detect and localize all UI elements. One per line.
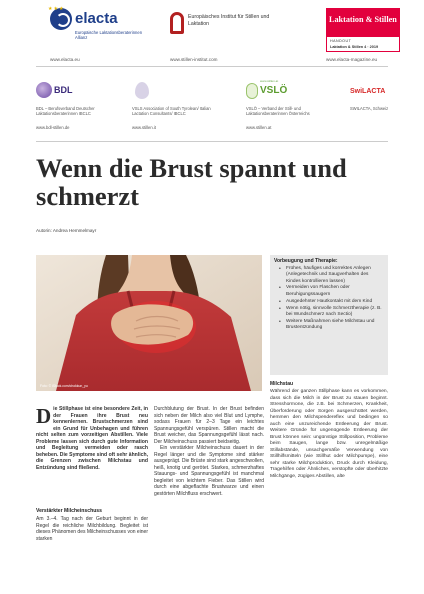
swilacta-description: SWILACTA, Schweiz xyxy=(350,106,389,111)
column1-text: Am 3.–4. Tag nach der Geburt beginnt in der Regel die reichliche Milchbildung. Begleitet ist dieses Phänomen des Milcheinschusses von einer starken xyxy=(36,516,149,542)
prevention-box xyxy=(270,255,388,375)
issue-label: Laktation & Stillen 4 · 2019 xyxy=(330,45,379,49)
magazine-title: Laktation & Stillen xyxy=(329,15,397,24)
section-heading-milcheinschuss: Verstärkter Milcheinschuss xyxy=(36,508,102,514)
intro-text: ie Stillphase ist eine besondere Zeit, in der Frauen ihre Brust neu kennenlernen. Brustschmerzen sind ein Grund für Unbehagen und führen nicht selten zum vorzeitigen Abstillen. Viele Probleme lassen sich durch gute Information und Begleitung vermeiden oder rasch beheben. Die Symptome sind oft sehr ähnlich, die Grenzen zwischen Milchstau und Entzündung sind fließend. xyxy=(36,406,148,471)
list-item: • Wenn nötig, sinnvolle Schmerztherapie (z. B. bei Wundschmerz nach Sectio) xyxy=(274,306,384,319)
article-intro xyxy=(36,406,148,471)
prevention-list xyxy=(274,266,384,331)
association-swilacta xyxy=(350,82,400,137)
paragraph: Durchblutung der Brust. In der Brust befinden sich neben der Milch also viel Blut und Lymphe, sodass Frauen für 2–3 Tage ein leichtes Spannungsgefühl verspüren. Stillen macht die Brust weicher, das Spannungsgefühl lässt nach. Der Milcheinschuss passiert beidseitig. xyxy=(154,406,264,445)
list-item: • Ausgedehnter Hautkontakt mit dem Kind xyxy=(274,299,384,305)
article-photo xyxy=(36,255,262,391)
paragraph: Ein verstärkter Milcheinschuss dauert in der Regel länger und die Symptome sind stärker ausgeprägt. Die Brüste sind stark angeschwollen, heiß, knotig und gerötet. Starkes, schmerzhaftes Stauungs- und Spannungsgefühl ist manchmal begleitet von leichtem Fieber. Das Stillen wird durch eine abgeflachte Brustwarze und einen gestörten Milchfluss erschwert. xyxy=(154,445,264,497)
vslo-logo-url: www.stillen.at xyxy=(260,79,279,83)
bdl-emblem-icon xyxy=(36,82,52,98)
efsl-logo[interactable] xyxy=(170,10,290,50)
milchstau-heading: Milchstau xyxy=(270,381,294,387)
vsls-drop-icon xyxy=(135,82,149,99)
association-bdl xyxy=(36,82,112,137)
vslo-logo-text: VSLÖ xyxy=(260,85,288,96)
header-divider xyxy=(36,66,388,67)
article-author: Autorin: Andrea Hemmelmayr xyxy=(36,228,97,233)
prevention-heading: Vorbeugung und Therapie: xyxy=(274,258,338,264)
vslo-url[interactable]: www.stillen.at xyxy=(246,125,272,130)
bdl-logo[interactable] xyxy=(36,82,74,100)
list-item: • Frühes, häufiges und korrektes Anlegen (Anlegetechnik und Saugverhalten des Kindes kontrollieren lassen) xyxy=(274,266,384,285)
eu-stars-icon: ★★★ xyxy=(48,6,65,12)
elacta-url[interactable]: www.elacta.eu xyxy=(50,57,80,62)
bdl-url[interactable]: www.bdl-stillen.de xyxy=(36,125,70,130)
swilacta-logo[interactable] xyxy=(350,82,390,100)
magazine-url[interactable]: www.elacta-magazine.eu xyxy=(326,57,378,62)
efsl-name: Europäisches Institut für Stillen und Laktation xyxy=(188,14,270,27)
vslo-description: VSLÖ – Verband der Still- und Laktationsberaterinnen Österreichs xyxy=(246,106,310,117)
drop-cap: D xyxy=(36,404,52,428)
associations-divider xyxy=(36,141,388,142)
photo-credit: Foto: © iStock.com/chokkun_yu xyxy=(40,384,88,388)
article-title: Wenn die Brust spannt und schmerzt xyxy=(36,153,347,211)
efsl-emblem-icon xyxy=(170,12,184,34)
elacta-logo[interactable] xyxy=(48,6,143,48)
elacta-name: elacta xyxy=(75,10,118,27)
bdl-logo-text: BDL xyxy=(54,85,73,95)
woman-chest-pain-image xyxy=(36,255,262,391)
handout-label: HANDOUT xyxy=(330,39,352,43)
milchstau-text: Während der ganzen Stillphase kann es vorkommen, dass sich die Milch in der Brust zu stauen beginnt. Stresshormone, die z.B. bei Schmerzen, Krankheit, Überforderung oder Sorgen ausgeschüttet werden, hemmen den Milchspendereflex und bedingen so auch eine unzureichende Entleerung der Brust. Weitere Gründe für ungenügende Entleerung der Brust können sein: ungünstige Stillposition, Probleme beim Saugen, lange bzw. unregelmäßige Stillabstände, unsachgemäße Verwendung von Stillhilfsmitteln (wie Stillhut oder Milchpumpe), eine sehr starke Milchproduktion, Druck durch Kleidung, Tragehilfen oder Ähnliches, verstopfte oder überhitzte Milchgänge, zügiges Abstillen, alte xyxy=(270,389,388,479)
list-item: • Weitere Maßnahmen siehe Milchstau und Brustentzündung xyxy=(274,319,384,332)
vslo-logo[interactable] xyxy=(246,79,288,100)
swilacta-logo-text: SwiLACTA xyxy=(350,88,386,95)
list-item: • Vermeiden von Flaschen oder Beruhigungssaugern xyxy=(274,285,384,298)
column2-text xyxy=(154,406,264,497)
vslo-emblem-icon xyxy=(246,83,258,99)
bdl-description: BDL – Berufsverband Deutscher Laktationsberaterinnen IBCLC xyxy=(36,106,95,117)
magazine-logo[interactable] xyxy=(326,8,400,52)
vsls-url[interactable]: www.stillen.it xyxy=(132,125,156,130)
magazine-issue-bar xyxy=(326,36,400,52)
association-vsls xyxy=(132,82,220,137)
vsls-logo[interactable] xyxy=(132,82,156,100)
publication-header xyxy=(0,0,424,70)
association-vslo xyxy=(246,79,328,137)
efsl-url[interactable]: www.stillen-institut.com xyxy=(170,57,218,62)
elacta-subtitle: Europäische Laktationsberaterinnen Allianz xyxy=(75,30,143,40)
vsls-description: VSLS Association of South Tyrolean/ Italian Lactation Consultants/ IBCLC xyxy=(132,106,211,117)
